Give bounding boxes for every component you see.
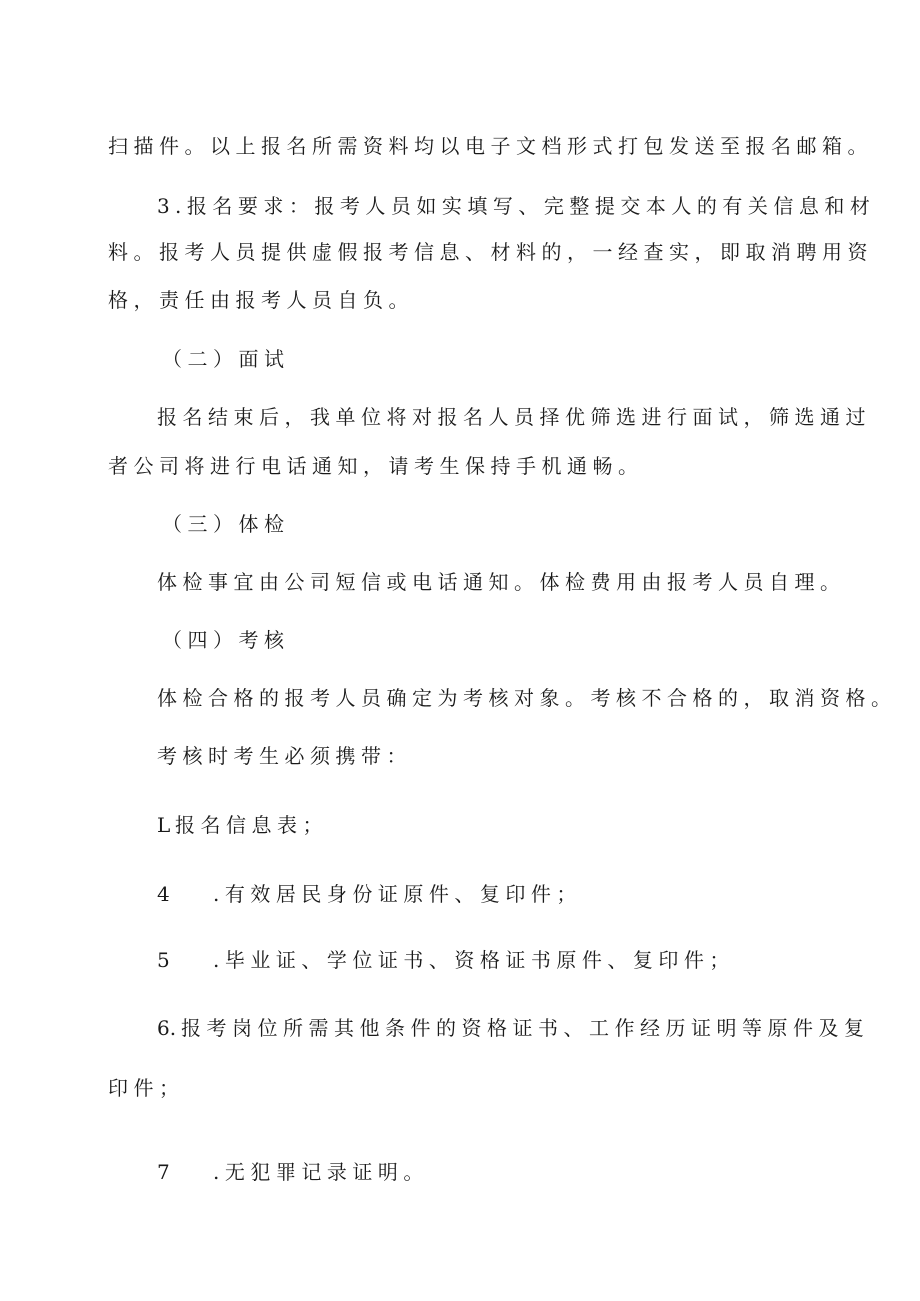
paragraph-line: 体检事宜由公司短信或电话通知。体检费用由报考人员自理。 bbox=[157, 570, 846, 594]
list-item-text: .有效居民身份证原件、复印件； bbox=[213, 882, 582, 906]
list-item bbox=[157, 810, 328, 840]
paragraph-line: 体检合格的报考人员确定为考核对象。考核不合格的，取消资格。 bbox=[157, 686, 897, 710]
list-item bbox=[157, 945, 735, 975]
list-number: 3 bbox=[157, 194, 170, 218]
paragraph-line: 格，责任由报考人员自负。 bbox=[108, 288, 414, 312]
list-item-continuation: 印件； bbox=[108, 1076, 185, 1100]
paragraph-line: 扫描件。以上报名所需资料均以电子文档形式打包发送至报名邮箱。 bbox=[108, 134, 873, 158]
list-number: 6. bbox=[157, 1016, 177, 1040]
section-heading: （三）体检 bbox=[162, 512, 290, 536]
paragraph-line: 者公司将进行电话通知，请考生保持手机通畅。 bbox=[108, 454, 644, 478]
list-number: 7 bbox=[157, 1160, 170, 1184]
list-item bbox=[157, 1013, 870, 1043]
list-item-text: .毕业证、学位证书、资格证书原件、复印件； bbox=[213, 948, 735, 972]
list-item-text: .无犯罪记录证明。 bbox=[213, 1160, 429, 1184]
paragraph-text: .报名要求：报考人员如实填写、完整提交本人的有关信息和材 bbox=[175, 194, 876, 218]
paragraph-line bbox=[157, 191, 875, 221]
list-item bbox=[157, 879, 582, 909]
paragraph-line: 报名结束后，我单位将对报名人员择优筛选进行面试，筛选通过 bbox=[157, 405, 871, 429]
paragraph-line: 考核时考生必须携带： bbox=[157, 744, 412, 768]
list-number: 4 bbox=[157, 882, 170, 906]
list-item bbox=[157, 1157, 429, 1187]
list-item-text: 报考岗位所需其他条件的资格证书、工作经历证明等原件及复 bbox=[181, 1016, 870, 1040]
list-number: 5 bbox=[157, 948, 170, 972]
section-heading: （二）面试 bbox=[162, 347, 290, 371]
paragraph-line: 料。报考人员提供虚假报考信息、材料的，一经查实，即取消聘用资 bbox=[108, 240, 873, 264]
list-item-text: 报名信息表； bbox=[175, 813, 328, 837]
list-number: L bbox=[157, 813, 171, 837]
section-heading: （四）考核 bbox=[162, 628, 290, 652]
